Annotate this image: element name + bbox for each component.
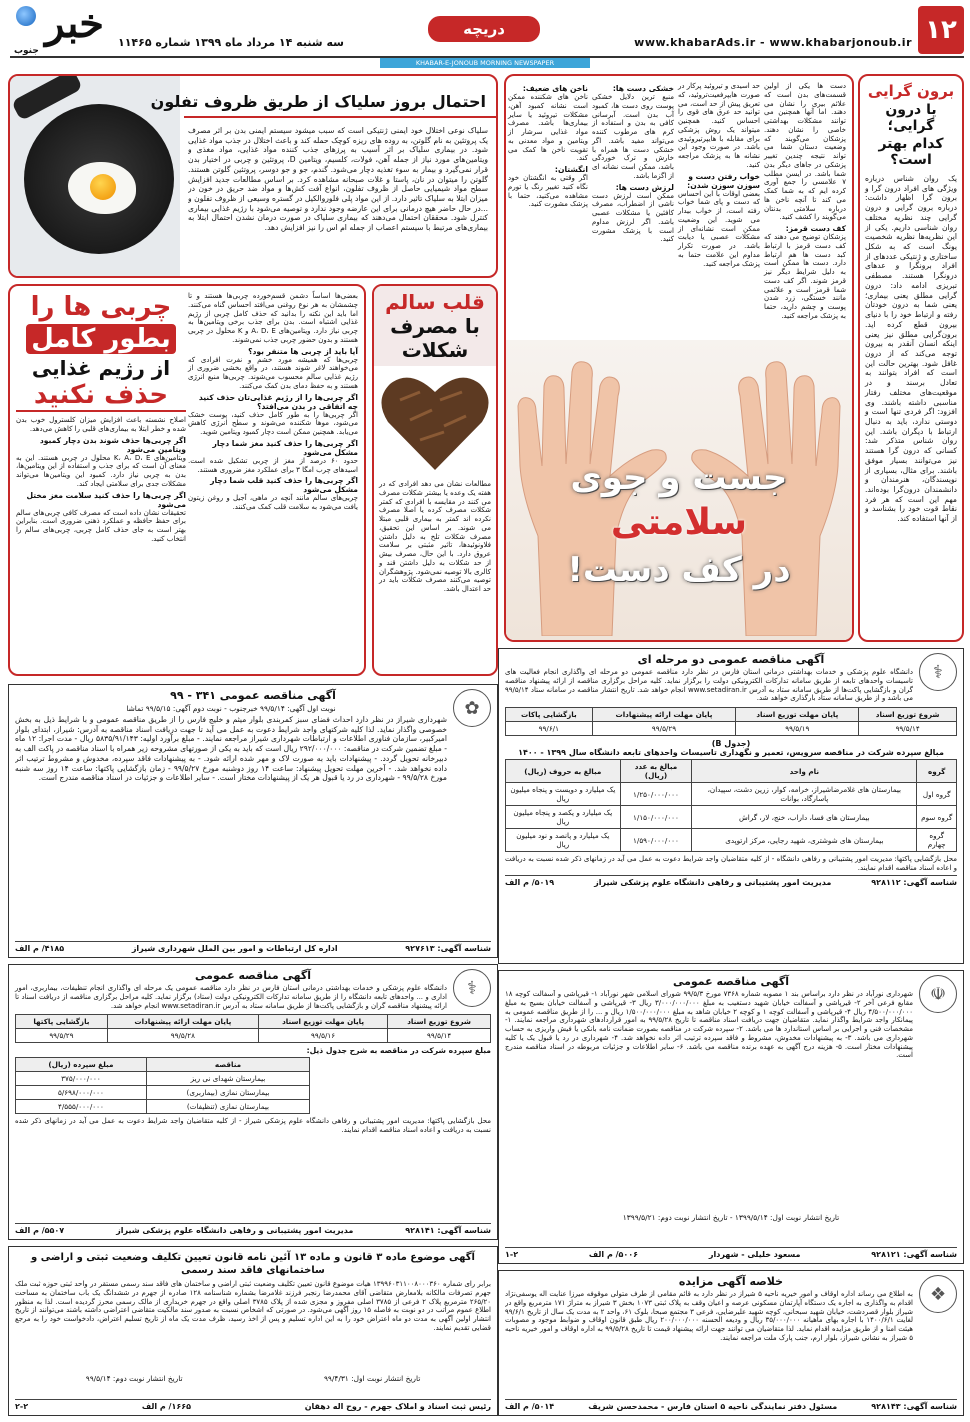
dep-r1-c2: ۱/۱۵۰/۰۰۰/۰۰۰ xyxy=(620,806,692,829)
hands-col-4 xyxy=(508,82,588,209)
dep-h3: مبالغ به حروف (ریال) xyxy=(506,760,621,783)
fats-col-a-text: بعضی‌ها اساساً دشمن قسم‌خورده چربی‌ها هستند و تا چشمشان به هر نوع روغنی می‌افتد احساس گناه می‌کنند. اما باید این نکته را بدانید که حذف کامل چربی از رژیم غذایی اشتباه است. بدن برای جذب برخی ویتامین‌ها به چربی نیاز دارد. ویتامین‌های A، D، E و K محلول در چربی هستند و بدون حضور چربی جذب نمی‌شوند. xyxy=(188,292,358,344)
schedule-h3: بازگشایی پاکات xyxy=(506,708,593,722)
hands-col1-text: دست ها یکی از اولین قسمت‌های بدن است که علائم بیری را نشان می دهند. اما آنها همچنین می توانند مشکلات بهداشتی خاصی را نشان دهند. پزشکان می‌گویند که وضعیت دستان شما می تواند نتیجه چندین تغییر پزشکی در جاهای دیگر بدن شما باشد. در ایسن مطلب ۷ علامسی را جمع آوری کرده ایم که به شما کمک می کند تا آنچه ناخن ها درباره سلامتی بدنتان می‌گویند را کشف کنید. xyxy=(764,82,846,222)
dep-h1: نام واحد xyxy=(692,760,917,783)
tender3-footer xyxy=(15,1223,491,1235)
teflon-title: احتمال بروز سلیاک از طریق ظروف تفلون xyxy=(150,92,486,111)
registry-body: برابر رای شماره ۱۳۹۹۶۰۳۱۱۰۰۸۰۰۰۳۶۰ هیات موضوع قانون تعیین تکلیف وضعیت ثبتی اراضی و ساختمان های فاقد سند رسمی مستقر در واحد ثبتی حوزه ثبت ملک جهرم تصرفات مالکانه بلامعارض متقاضی آقای محمدرضا رنجبر فرزند غلامرضا بشماره شناسنامه ۱۲۸ صادره از جهرم در ششدانگ یک باب ساختمان به مساحت ۲۶۵/۲۰ مترمربع پلاک ۲ فرعی از ۳۷۸۵ اصلی مفروز و مجزی شده از پلاک ۳۷۸۵ اصلی واقع در جهرم خریداری از مالک رسمی محرز گردیده است. لذا به منظور اطلاع عموم مراتب در دو نوبت به فاصله ۱۵ روز آگهی می‌شود. در صورتی که اشخاص نسبت به صدور سند مالکیت متقاضی اعتراضی داشته باشند می‌توانند از تاریخ انتشار اولین آگهی به مدت دو ماه اعتراض خود را به این اداره تسلیم و پس از اخذ رسید، ظرف مدت یک ماه از تاریخ تسلیم اعتراض، دادخواست خود را به مرجع قضایی تقدیم نمایند. xyxy=(15,1280,491,1332)
schedule-h2: پایان مهلت ارائه پیشنهادات xyxy=(592,708,736,722)
t3d-h1: مبلغ سپرده (ریال) xyxy=(16,1058,147,1072)
tender1-body: دانشگاه علوم پزشکی و خدمات بهداشتی درمانی استان فارس در نظر دارد مناقصه عمومی دو مرحله ای واگذاری انجام فعالیت های تاسیسات واحدهای تابعه از طریق سامانه تدارکات الکترونیکی دولت را برگزار نماید. کلیه مراحل برگزاری مناقصه از ارائه پیشنهاد مناقصه گران و بازگشایی پاکت‌ها از طریق سامانه ستاد به آدرس www.setadiran.ir انجام خواهد شد. تاریخ انتشار مناقصه در سامانه ستاد ۹۹/۵/۱۴ می باشد و از طریق سامانه ستاد بارگذاری خواهد شد. xyxy=(505,668,913,703)
tender3-foot-id: شناسه آگهی: ۹۲۸۱۴۱ xyxy=(405,1226,491,1235)
heart-title-2: با مصرف xyxy=(390,314,480,338)
fats-col-a5: چربی‌های سالم مانند آنچه در ماهی، آجیل و روغن زیتون یافت می‌شود به سلامت قلب کمک می‌کنند. xyxy=(188,494,358,511)
hands-col3-text: منبع ترین دلایل خشکی پوست روی دست ها، کمبود آب بدن است. آبرسانی کافی به بدن و استفاده از کرم های مرطوب کننده می‌تواند مفید باشد. اگر خشکی دست ها همراه با خارش و ترک خوردگی باشد، ممکن است نشانه ای از اگزما باشد. xyxy=(592,93,674,180)
tender3-foot-org: مدیریت امور پشتیبانی و رفاهی دانشگاه علوم پزشکی شیراز xyxy=(116,1226,354,1235)
auction-body: به اطلاع می رساند اداره اوقاف و امور خیریه ناحیه ۵ شیراز در نظر دارد به قائم مقامی از طرف متولی موقوفه میرزا عنایت اله یوسفی‌نژاد اقدام به واگذاری به اجاره یک دستگاه آپارتمان مسکونی عرصه و اعیان وقف به پلاک ثبتی ۱۰۷۳ بخش ۳ شیراز به متراژ ۱۷۱ مترمربع واقع در شیراز بلوار قصردشت، خیابان شهید سبحانی، کوچه شهید علیرضایی، فرعی ۳ مجتمع صبحا، بلوک ۶۱، واحد ۲ به مدت یک سال از تاریخ ۹۹/۶/۱ لغایت ۱۴۰۰/۶/۱ با اجاره بهای ماهیانه ۳۵/۰۰۰/۰۰۰ ریال و ودیعه الحسنه ۲۰۰/۰۰۰/۰۰۰ ریال طبق قانون اوقاف و ضوابط موجود و مصوبات هیئت امنا و از طریق مزایده اقدام نماید. لذا متقاضیان می توانند جهت ارائه پیشنهاد قیمت تا تاریخ ۹۹/۵/۲۸ به اداره اوقاف و امور خیریه ناحیه ۵ شیراز به نشانی شیراز، بلوار ارم، جنب پارک ملت مراجعه نمایند. xyxy=(505,1290,913,1342)
tender1-note: محل بازگشایی پاکتها: مدیریت امور پشتیبانی و رفاهی دانشگاه - از کلیه متقاضیان واجد شرایط دعوت به عمل می آید در زمانهای ذکر شده نسبت به دریافت و اعاده اسناد مناقصه اقدام نمایند. xyxy=(505,855,957,872)
t3d-r2-c1: ۴/۵۵۵/۰۰۰/۰۰۰ xyxy=(16,1100,147,1114)
table-row xyxy=(16,1072,310,1086)
auction-foot-code: ۵۰۱۴/ م الف xyxy=(505,1402,555,1411)
dep-r0-c0: گروه اول xyxy=(917,783,957,806)
hands-col4-text: ناخن های شکننده ممکن است نشانه کمبود آهن، مشکلات تیروئید یا سایر بیماری‌ها باشد. مصرف مواد غذایی سرشار از ویتامین و مواد معدنی به تقویت ناخن ها کمک می کند. xyxy=(508,93,588,163)
teflon-title-bar xyxy=(184,116,496,118)
t3d-r1-c0: بیمارستان نمازی (بیماربری) xyxy=(146,1086,309,1100)
auction-title: خلاصه آگهی مزایده xyxy=(678,1275,784,1288)
schedule-v1: ۹۹/۵/۱۹ xyxy=(736,722,859,736)
t3-v3: ۹۹/۵/۲۹ xyxy=(16,1029,108,1043)
hands-col2b-text: بعضی اوقات با این احساس که دست و پای شما خواب رفته است، از خواب بیدار می شوید. این وضعیت ممکن است نشانه‌ای از مشکلات عصبی یا دیابت باشد. در صورت تکرار مداوم این علامت حتما به پزشک مراجعه کنید. xyxy=(678,189,760,268)
issue-line: سه شنبه ۱۴ مرداد ماه ۱۳۹۹ شماره ۱۱۴۶۵ xyxy=(118,36,344,49)
hands-col2-text: حد اسیدی و تیروئید پرکار در صورت هایپرفعیت‌تروئید، که تعریق پیش از حد است، می توانید حد عرق های قوی را احساس کنید. همچنین میتواند یک روش پزشکی برای مقابله با هایپرتیروئیدی باشد. در صورت وجود این نشانه ها به پزشک مراجعه کنید. xyxy=(678,82,760,169)
iran-emblem-icon: ☫ xyxy=(919,975,957,1013)
t3-h2: پایان مهلت ارائه پیشنهادات xyxy=(107,1015,258,1029)
fats-col-a3: اگر چربی‌ها را به طور کامل حذف کنید، پوست خشک می‌شود، موها شکننده می‌شوند و سطح انرژی کاهش می‌یابد. همچنین ممکن است دچار کمبود ویتامین شوید. xyxy=(188,410,358,436)
t3d-r2-c0: بیمارستان نمازی (تنظیفات) xyxy=(146,1100,309,1114)
outgoing-title-1: برون گرایی xyxy=(867,82,955,100)
tender1-foot-id: شناسه آگهی: ۹۲۸۱۱۲ xyxy=(871,877,957,887)
registry-title: آگهی موضوع ماده ۳ قانون و ماده ۱۳ آئین نامه قانون تعیین تکلیف وضعیت ثبتی و اراضی و ساختمانهای فاقد سند رسمی xyxy=(31,1252,475,1276)
website-line: www.khabarAds.ir - www.khabarjonoub.ir xyxy=(634,36,912,49)
fats-b-heading-1: اگر چربی‌ها حذف شوند بدن دچار کمبود ویتامین می‌شود xyxy=(39,435,186,454)
dep-r0-c3: یک میلیارد و دویست و پنجاه میلیون ریال xyxy=(506,783,621,806)
t3-v2: ۹۹/۵/۲۸ xyxy=(107,1029,258,1043)
hands-col4-heading: ناخن های ضعیف: xyxy=(522,84,588,93)
tender-two-stage xyxy=(498,648,964,964)
teflon-body: سلیاک نوعی اختلال خود ایمنی ژنتیکی است که سبب میشود سیستم ایمنی بدن بر اثر مصرف یک پروتئین به نام گلوتن، به روده های ریزه کوچک حمله کند و باعث اختلال در جذب مواد غذایی شود. در بیماری سلیاک بر اثر آسیب به پرزهای جذب کننده مواد غذایی، مواد مغذی و ویتامین‌های مورد نیاز از جمله آهن، فولات، کلسیم، ویتامین D، پروتئین و چربی در اختیار بدن قرار نمی‌گیرد و بیمار به سوء تغذیه دچار می‌شود. گندم، جو و جو دوسر، پروتئین گلوتن هستند. گلوتن را میتوان در نان، پاستا و غلات صبحانه مشاهده کرد. بر اساس مطالعات جدید افزایش سطح مواد شیمیایی حاصل از ظروف تفلون، انواع آفت کش‌ها و مواد ضد حریق در خون در میزان ابتلا به سلیاک تاثیر دارد. از این مواد پلی فلوروالکیل در گستره وسیعی از ظروف تفلون و ...در حال حاضر هیچ درمانی برای این عارضه وجود ندارد و توصیه می‌شود با رژیم غذایی بیماری کنترل شود. محققان احتمال می‌دهند که بیماری سلیاک در صورت درمان نشدن احتمال ابتلا به بیماری‌های مرتبط با سیستم اعصاب از جمله ام اس را نیز افزایش دهد. xyxy=(188,126,488,233)
university-emblem-2-icon: ⚕ xyxy=(453,969,491,1007)
hands-col-3 xyxy=(592,82,674,244)
schedule-h0: شروع توزیع اسناد xyxy=(859,708,957,722)
tender2-title: آگهی مناقصه عمومی ۳۴۱ - ۹۹ xyxy=(170,689,336,702)
t3-v0: ۹۹/۵/۱۴ xyxy=(388,1029,491,1043)
dep-r2-c1: بیمارستان های شوشتری، شهید رجایی، مرکز ارتوپدی xyxy=(692,829,917,852)
t3d-r0-c0: بیمارستان شهدای نی ریز xyxy=(146,1072,309,1086)
hands-col-2 xyxy=(678,82,760,268)
tender3-note: محل بازگشایی پاکتها: مدیریت امور پشتیبانی و رفاهی دانشگاه علوم پزشکی شیراز - از کلیه متقاضیان واجد شرایط دعوت به عمل می آید در زمانهای ذکر شده نسبت به دریافت و اعاده اسناد مناقصه اقدام نمایند. xyxy=(15,1117,491,1134)
tender1-schedule xyxy=(505,707,957,736)
logo xyxy=(10,2,110,58)
dep-r2-c0: گروه چهارم xyxy=(917,829,957,852)
schedule-v3: ۹۹/۶/۱ xyxy=(506,722,593,736)
dep-h0: گروه xyxy=(917,760,957,783)
tender2-foot-id: شناسه آگهی: ۹۲۷۶۱۳ xyxy=(405,944,491,953)
tender-municipality xyxy=(8,684,498,958)
logo-sub: جنوب xyxy=(14,46,39,56)
tender1-footer xyxy=(505,875,957,887)
fats-heading-3: اگر چربی‌ها را حذف کنید مغز شما دچار مشکل می‌شود xyxy=(212,438,358,457)
tender3-deposit-table xyxy=(15,1057,310,1114)
fats-title-4: حذف نکنید xyxy=(16,380,186,412)
heart-body: مطالعات نشان می دهد افرادی که در هفته یک وعده یا بیشتر شکلات مصرف می کنند در مقایسه با افرادی که کمتر شکلات مصرف کرده یا اصلا مصرف نکرده اند کمتر به بیماری قلبی مبتلا می شوند. بر اساس این تحقیق، مصرف شکلات تلخ به دلیل داشتن فلاونوئیدها، تاثیر مثبتی بر سلامت عروق دارد. با این حال، مصرف بیش از حد شکلات به دلیل داشتن قند و کالری بالا توصیه نمی‌شود. پژوهشگران توصیه می‌کنند مصرف شکلات باید در حد اعتدال باشد. xyxy=(379,480,491,593)
fats-heading-2: اگر چربی‌ها را از رژیم غذایی‌تان حذف کنید چه اتفاقی در بدن می‌افتد؟ xyxy=(198,392,358,411)
hands-col2-heading: خواب رفتن دست و سوزن سوزن شدن: xyxy=(687,171,760,190)
fats-b-heading-2: اگر چربی‌ها را حذف کنید سلامت مغز مختل می‌شود xyxy=(26,490,186,509)
endowment-emblem-icon: ❖ xyxy=(919,1275,957,1313)
fats-col-b xyxy=(16,292,186,544)
fats-col-b2: ویتامین‌های K، A، D، E محلول در چربی هستند. این به معنای آن است که برای جذب و استفاده از این ویتامین‌ها، بدن به چربی نیاز دارد. کمبود این ویتامین‌ها می‌تواند مشکلات جدی برای سلامتی ایجاد کند. xyxy=(16,453,186,488)
tender-university xyxy=(8,964,498,1240)
registry-dates xyxy=(15,1374,491,1383)
tender1-title: آگهی مناقصه عمومی دو مرحله ای xyxy=(637,653,825,666)
fats-title-1: چربی ها را xyxy=(30,292,172,322)
dep-r2-c3: یک میلیارد و پانصد و نود میلیون ریال xyxy=(506,829,621,852)
hands-col3b-heading: لرزش دست ها: xyxy=(615,182,674,192)
t3-h1: پایان مهلت توزیع اسناد xyxy=(258,1015,387,1029)
registry-footer xyxy=(15,1399,491,1411)
tender4-date-line: تاریخ انتشار نوبت اول: ۱۳۹۹/۵/۱۴ - تاریخ انتشار نوبت دوم: ۱۳۹۹/۵/۲۱ xyxy=(622,1213,840,1222)
tender1-foot-code: ۵۰۱۹/ م الف xyxy=(505,877,555,887)
auction-foot-org: مسئول دفتر نمایندگی ناحیه ۵ استان فارس - محمدحسن شریف xyxy=(588,1402,838,1411)
hands-image xyxy=(506,340,852,640)
hands-title-3: در کف دست! xyxy=(567,550,791,590)
t3-h3: بازگشایی پاکتها xyxy=(16,1015,108,1029)
table-row xyxy=(506,806,957,829)
hands-col4b-text: اگر وقتی به انگشتان خود نگاه کنید تغییر رنگ یا تورم مشاهده می‌کنید، حتما با پزشک مشورت کنید. xyxy=(508,174,588,209)
schedule-v0: ۹۹/۵/۱۴ xyxy=(859,722,957,736)
tender1-deposit-table xyxy=(505,759,957,852)
fats-col-a4: حدود ۶۰ درصد از مغز از چربی تشکیل شده است. اسیدهای چرب امگا ۳ برای عملکرد مغز ضروری هستند. xyxy=(188,456,358,474)
fats-title-2: بطور کامل xyxy=(26,324,176,354)
t3d-r0-c1: ۳۷۵/۰۰۰/۰۰۰ xyxy=(16,1072,147,1086)
teflon-article xyxy=(8,74,498,278)
t3-h0: شروع توزیع اسناد xyxy=(388,1015,491,1029)
tender2-body: شهرداری شیراز در نظر دارد احداث فضای سبز کمربندی بلوار میثم و خلیج فارس را از طریق مناقصه عمومی و با شرایط ذیل به بخش خصوصی واگذار نماید. لذا کلیه شرکتهای واجد شرایط دعوت به عمل می آید تا جهت دریافت اسناد مناقصه به آدرس: شیراز، ابتدای بلوار امیرکبیر، سازمان فناوری اطلاعات و ارتباطات شهرداری شیراز مراجعه نمایند. - مبلغ برآورد اولیه: ۵۸۳۵/۹۱/۱۴۳ ریال - مدت اجرا: ۱۲ ماه - مبلغ تضمین شرکت در مناقصه: ۲۹۲/۰۰۰/۰۰۰ ریال است که باید به یکی از صورتهای مشروحه زیر همراه با اسناد مناقصه در پاکت الف به دبیرخانه تحویل گردد. - پیشنهادات باید به صورت لاک و مهر شده ارائه شود. - به پیشنهادات فاقد سپرده، مخدوش و مشروط ترتیب اثر داده نخواهد شد. - آخرین مهلت تحویل پیشنهاد: ساعت ۱۴ روز دوشنبه مورخ ۹۹/۵/۲۷ - زمان بازگشایی پاکتها: ساعت ۱۴ روز سه شنبه مورخ ۹۹/۵/۲۸ - شهرداری در رد یا قبول هر یک از پیشنهادات مختار است. - سایر اطلاعات و جزئیات در اسناد مناقصه مندرج است. xyxy=(15,715,447,783)
table-row xyxy=(16,1086,310,1100)
logo-text: خبر xyxy=(45,0,104,47)
heart-title-1: قلب سالم xyxy=(385,290,485,314)
dep-h2: مبالغ به عدد (ریال) xyxy=(620,760,692,783)
tender4-foot-org: مسعود خلیلی - شهردار xyxy=(708,1250,801,1259)
tender4-foot-code: ۵۰۰۶/ م الف xyxy=(588,1250,639,1259)
table-row xyxy=(16,1100,310,1114)
egg-yolk xyxy=(90,174,116,200)
hands-col3b-text: ممکن است لرزش دست ناشی از اضطراب، مصرف کافئین یا مشکلات عصبی باشد. اگر لرزش مداوم است با پزشک مشورت کنید. xyxy=(592,191,674,244)
registry-foot-org: رئیس ثبت اسناد و املاک جهرم - روح اله دهقان xyxy=(304,1402,491,1411)
outgoing-body: یک روان شناس درباره ویژگی های افراد درون گرا و برون گرا اظهار داشت: درباره برون گرایی و درون گرایی چند نظریه مختلف روان شناسی داریم. یکی از این نظریه‌ها نظریه شخصیت یونگ است که به شکل ساختاری و ژنتیکی عددهای از افراد برونگرا و عدهای درونگرا هستند. مصطفی تبریزی ادامه داد: درون گرایی مطلق یعنی بیماری؛ یعنی شما به درون خودتان رفته و ارتباط خود را با دنیای بیرون قطع کرده اید. برون‌گرایی مطلق نیز یعنی اینکه انسان آنقدر به بیرون توجه می‌کند که از درون غافل شود. بهترین حالت این است که افراد بتوانند به تعادل برسند و در موقعیت‌های مختلف رفتار مناسبی داشته باشند. وی افزود: اگر فردی تنها است و دوستی ندارد، باید به دنبال ارتباط با دیگران باشد. این روان شناس متذکر شد: کسانی که درون گرا هستند نیز می‌توانند بسیار موفق باشند. برای مثال، بسیاری از نویسندگان، هنرمندان و دانشمندان درون‌گرا بوده‌اند. مهم این است که هر فرد نقاط قوت خود را بشناسد و از آنها استفاده کند. xyxy=(865,174,957,524)
registry-foot-seq: ۲-۲ xyxy=(15,1402,29,1411)
outgoing-title-2: یا درون گرایی؛ xyxy=(885,102,937,134)
dep-r0-c2: ۱/۲۵۰/۰۰۰/۰۰۰ xyxy=(620,783,692,806)
tender4-footer xyxy=(505,1247,957,1259)
fats-article xyxy=(8,284,366,676)
fats-heading-4: اگر چربی‌ها را حذف کنید قلب شما دچار مشکل می‌شود xyxy=(210,476,358,495)
tender4-foot-id: شناسه آگهی: ۹۲۸۱۲۱ xyxy=(871,1250,957,1259)
tender-nourabad xyxy=(498,970,964,1264)
t3d-h0: مناقصه xyxy=(146,1058,309,1072)
tender3-foot-code: ۵۵۰۷/ م الف xyxy=(15,1226,65,1235)
tagline-bar: KHABAR-E-JONOUB MORNING NEWSPAPER xyxy=(380,58,590,68)
fats-col-a xyxy=(188,292,358,512)
t3d-r1-c1: ۵/۶۹۸/۰۰۰/۰۰۰ xyxy=(16,1086,147,1100)
hands-title-2: سلامتی xyxy=(610,502,748,543)
table-row xyxy=(506,829,957,852)
tender4-body: شهرداری نورآباد در نظر دارد براساس بند ۱ مصوبه شماره ۷۳۶۸ مورخ ۹۹/۵/۳ شورای اسلامی شهر نورآباد ۱- قیرپاشی و آسفالت کوچه ۱۸ مقابع فرعی آخر ۲- قیرپاشی و آسفالت خیابان شهید دستغیب به مبلغ ۳/۰۰۰/۰۰۰/۰۰۰ ریال ۳- قیرپاشی و آسفالت خیابان بسیج به مبلغ ۴/۵۰۰/۰۰۰/۰۰۰ ریال ۴- قیرپاشی و آسفالت کوچه ۱ و کوچه ۲ خیابان شاهد به مبلغ ۱/۵۰۰/۰۰۰/۰۰۰ ریال و ... را از طریق مناقصه عمومی به پیمانکار واجد شرایط واگذار نماید. متقاضیان جهت دریافت اسناد مناقصه تا تاریخ ۹۹/۵/۲۸ به امور قراردادهای شهرداری مراجعه نمایند. ۱- مشخصات فنی و اجرایی بر اساس استاندارد ها می باشد. ۲- سپرده شرکت در مناقصه بصورت ضمانت نامه بانکی یا فیش واریزی به حساب شهرداری می باشد. ۳- به پیشنهادات مخدوش، مشروط و فاقد سپرده ترتیب اثر داده نخواهد شد. ۴- شهرداری در رد یا قبول یک یا کلیه پیشنهادات مختار است. ۵- هزینه درج آگهی به عهده برنده مناقصه می باشد. ۶- سایر اطلاعات و جزئیات مربوطه در اسناد مناقصه مندرج است. xyxy=(505,990,913,1060)
chocolate-heart-icon xyxy=(380,370,490,474)
heart-title-bg xyxy=(374,286,496,366)
tender3-title: آگهی مناقصه عمومی xyxy=(194,969,312,982)
municipality-emblem-icon: ✿ xyxy=(453,689,491,727)
dep-r2-c2: ۱/۵۹۰/۰۰۰/۰۰۰ xyxy=(620,829,692,852)
registry-date-2: تاریخ انتشار نوبت دوم: ۹۹/۵/۱۴ xyxy=(85,1374,183,1383)
fats-col-a2: چربی‌ها که همیشه مورد خشم و نفرت افرادی که می‌خواهند لاغر شوند هستند، در واقع بخشی ضروری از رژیم غذایی سالم محسوب می‌شوند. چربی‌ها منبع انرژی هستند و به حفظ دمای بدن کمک می‌کنند. xyxy=(188,355,358,390)
hands-col3-heading: خشکی دست ها: xyxy=(612,84,674,93)
schedule-v2: ۹۹/۵/۲۹ xyxy=(592,722,736,736)
hands-article xyxy=(504,74,854,642)
tender2-foot-org: اداره کل ارتباطات و امور بین الملل شهرداری شیراز xyxy=(131,944,338,953)
tender1-table-caption: (جدول B) xyxy=(711,739,751,748)
auction-foot-id: شناسه آگهی: ۹۲۸۱۴۳ xyxy=(871,1402,957,1411)
heart-title-3: شکلات xyxy=(401,338,469,362)
fats-heading-1: آیا باید از چربی ها متنفر بود؟ xyxy=(248,346,358,356)
hands-col1-heading: کف دست قرمز: xyxy=(785,224,846,233)
page-number-box: ۱۲ xyxy=(918,6,964,54)
tender2-footer xyxy=(15,941,491,953)
section-label: دریچه xyxy=(428,16,540,42)
outgoing-article xyxy=(858,74,964,642)
tender4-foot-seq: ۱-۲ xyxy=(505,1250,519,1259)
university-emblem-icon: ⚕ xyxy=(919,653,957,691)
tender2-foot-code: ۴۱۸۵/ م الف xyxy=(15,944,65,953)
tender3-body: دانشگاه علوم پزشکی و خدمات بهداشتی درمانی استان فارس در نظر دارد مناقصه عمومی یک مرحله ای واگذاری انجام تنظیفات، بیماربری، امور اداری و ... واحدهای تابعه دانشگاه را از طریق سامانه تدارکات الکترونیکی دولت (ستاد) برگزار نماید. کلیه مراحل برگزاری مناقصه از دریافت اسناد تا ارائه پیشنهاد مناقصه گران و بازگشایی پاکت‌ها از طریق سامانه ستاد به آدرس www.setadiran.ir انجام خواهد شد. xyxy=(15,984,447,1010)
dep-r1-c3: یک میلیارد و یکصد و پنجاه میلیون ریال xyxy=(506,806,621,829)
registry-notice xyxy=(8,1246,498,1416)
hands-col-1 xyxy=(764,82,846,321)
registry-date-1: تاریخ انتشار نوبت اول: ۹۹/۴/۳۱ xyxy=(323,1374,421,1383)
table-row xyxy=(506,783,957,806)
tender2-dates: نوبت اول آگهی: ۹۹/۵/۱۴ خبرجنوب - نوبت دوم آگهی: ۹۹/۵/۱۵ تماشا xyxy=(126,704,336,713)
tender3-schedule xyxy=(15,1014,491,1043)
hands-col4b-heading: انگشتان: xyxy=(554,165,588,174)
hands-title-1: جست و جوی xyxy=(570,458,788,498)
tender1-table-title: مبالغ سپرده شرکت در مناقصه سرویس، تعمیر و نگهداری تاسیسات واحدهای تابعه دانشگاه سال ۱۳۹۹ - ۱۴۰۰ xyxy=(518,748,944,757)
tender3-deposit-title: مبلغ سپرده شرکت در مناقصه به شرح جدول ذیل: xyxy=(306,1046,491,1056)
t3-v1: ۹۹/۵/۱۶ xyxy=(258,1029,387,1043)
schedule-h1: پایان مهلت توزیع اسناد xyxy=(736,708,859,722)
logo-globe-icon xyxy=(16,6,36,26)
registry-foot-code: ۱۶۶۵/ م الف xyxy=(141,1402,191,1411)
outgoing-title-3: کدام بهتر است؟ xyxy=(878,136,944,168)
tender1-foot-org: مدیریت امور پشتیبانی و رفاهی دانشگاه علوم پزشکی شیراز xyxy=(594,877,832,887)
fats-col-b3: تحقیقات نشان داده است که مصرف کافی چربی‌های سالم برای حفظ حافظه و عملکرد ذهنی ضروری است. بنابراین بهتر است به جای حذف کامل چربی، چربی‌های سالم را انتخاب کنید. xyxy=(16,508,186,543)
dep-r0-c1: بیمارستان های غلامرضاشیراز، خرامه، کوار، زرین دشت، سپیدان، پاسارگاد، بوانات xyxy=(692,783,917,806)
dep-r1-c0: گروه سوم xyxy=(917,806,957,829)
auction-footer xyxy=(505,1399,957,1411)
heart-article xyxy=(372,284,498,676)
fats-col-b-text: اصلاح نشسته باعث افزایش میزان کلسترول خوب بدن شده و خطر ابتلا به بیماری‌های قلبی را کاهش می‌دهد. xyxy=(16,416,186,433)
tender4-title: آگهی مناقصه عمومی xyxy=(672,975,790,988)
hands-col1b-text: پزشکان توضیح می دهند که کف دست قرمز با ارتباط کبد دست ها هم ارتباط دارد. دست ها ممکن است به دلیل شرایط دیگر نیز قرمز شوند. اگر کف دست شما قرمز است و علائمی مانند خستگی، زرد شدن پوست و چشم دارید، حتما به پزشک مراجعه کنید. xyxy=(764,233,846,320)
dep-r1-c1: بیمارستان های فسا، داراب، خنج، لار، گراش xyxy=(692,806,917,829)
fats-title-3: از رژیم غذایی xyxy=(31,356,171,380)
auction-notice xyxy=(498,1270,964,1416)
